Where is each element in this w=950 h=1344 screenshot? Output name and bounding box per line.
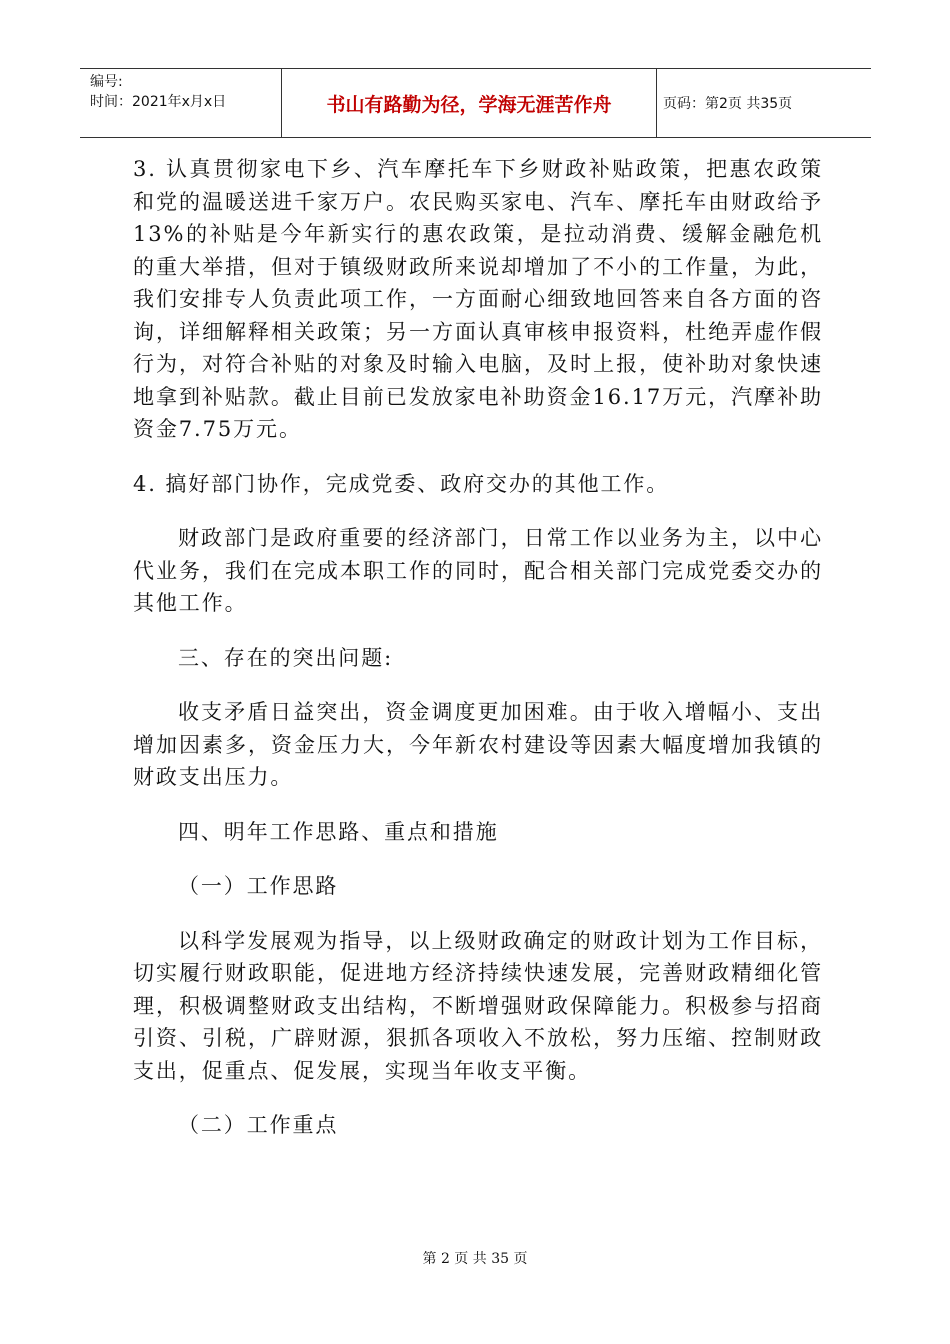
paragraph-finance-dept: 财政部门是政府重要的经济部门，日常工作以业务为主，以中心代业务，我们在完成本职工作的同时，配合相关部门完成党委交办的其他工作。	[133, 526, 823, 615]
header-meta	[80, 69, 282, 137]
time-label: 时间：2021年x月x日	[90, 94, 227, 110]
subheading-work-ideas: （一）工作思路	[178, 874, 339, 898]
header-motto: 书山有路勤为径，学海无涯苦作舟	[282, 69, 657, 137]
paragraph-work-ideas: 以科学发展观为指导，以上级财政确定的财政计划为工作目标，切实履行财政职能，促进地方经济持续快速发展，完善财政精细化管理，积极调整财政支出结构，不断增强财政保障能力。积极参与招商引资、引税，广辟财源，狠抓各项收入不放松，努力压缩、控制财政支出，促重点、促发展，实现当年收支平衡。	[133, 928, 823, 1083]
section-heading-problems: 三、存在的突出问题:	[178, 645, 394, 670]
paragraph-problems: 收支矛盾日益突出，资金调度更加困难。由于收入增幅小、支出增加因素多，资金压力大，今年新农村建设等因素大幅度增加我镇的财政支出压力。	[133, 700, 823, 789]
document-header	[80, 68, 871, 138]
document-body	[133, 153, 823, 1142]
paragraph-item-4: 4. 搞好部门协作，完成党委、政府交办的其他工作。	[133, 471, 670, 496]
section-heading-next-year: 四、明年工作思路、重点和措施	[178, 819, 499, 844]
subheading-work-focus: （二）工作重点	[178, 1113, 339, 1137]
paragraph-item-3: 3. 认真贯彻家电下乡、汽车摩托车下乡财政补贴政策，把惠农政策和党的温暖送进千家万户。农民购买家电、汽车、摩托车由财政给予13%的补贴是今年新实行的惠农政策，是拉动消费、缓解金融危机的重大举措，但对于镇级财政所来说却增加了不小的工作量，为此，我们安排专人负责此项工作，一方面耐心细致地回答来自各方面的咨询，详细解释相关政策；另一方面认真审核申报资料，杜绝弄虚作假行为，对符合补贴的对象及时输入电脑，及时上报，使补助对象快速地拿到补贴款。截止目前已发放家电补助资金16.17万元，汽摩补助资金7.75万元。	[133, 157, 823, 441]
page-footer: 第 2 页 共 35 页	[422, 1251, 528, 1267]
header-page-info: 页码：第2页 共35页	[663, 96, 793, 112]
number-label: 编号:	[90, 74, 123, 90]
